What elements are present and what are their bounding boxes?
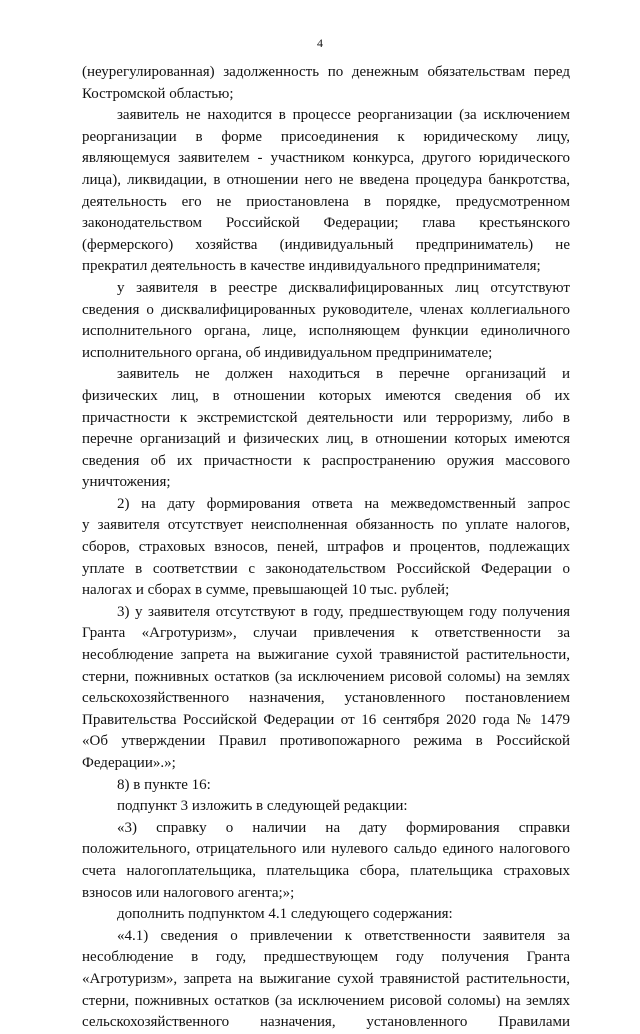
text-line: у заявителя в реестре дисквалифицированных лиц отсутствуют (117, 279, 570, 296)
text-line: перечне организаций и физических лиц, в отношении которых имеются (82, 431, 570, 448)
text-line: у заявителя отсутствует неисполненная обязанность по уплате налогов, (82, 517, 570, 534)
text-line: «3) справку о наличии на дату формирования справки (117, 819, 570, 836)
text-line: исполнительного органа, об индивидуальном предпринимателе; (82, 344, 493, 361)
text-line: «Об утверждении Правил противопожарного режима в Российской (82, 733, 570, 750)
text-line: стерни, пожнивных остатков (за исключением рисовой соломы) на землях (82, 668, 570, 685)
text-line: Федерации».»; (82, 755, 176, 771)
text-line: Правительства Российской Федерации от 16 сентября 2020 года № 1479 (82, 711, 570, 728)
text-line: «Агротуризм», запрета на выжигание сухой травянистой растительности, (82, 970, 570, 987)
text-line: 2) на дату формирования ответа на межведомственный запрос (117, 495, 570, 512)
text-line: причастности к экстремистской деятельности или терроризму, либо в (82, 409, 570, 426)
text-line: несоблюдение запрета на выжигание сухой травянистой растительности, (82, 647, 570, 664)
page-number: 4 (317, 36, 323, 50)
text-line: заявитель не должен находиться в перечне организаций и (117, 366, 570, 383)
text-line: «4.1) сведения о привлечении к ответственности заявителя за (117, 927, 570, 944)
text-line: сведения об их причастности к распространению оружия массового (82, 452, 570, 469)
text-line: деятельность его не приостановлена в порядке, предусмотренном (82, 193, 570, 210)
text-line: сельскохозяйственного назначения, установленного постановлением (82, 690, 570, 707)
text-line: сельскохозяйственного назначения, установленного Правилами (82, 1014, 570, 1031)
text-line: законодательством Российской Федерации; глава крестьянского (82, 215, 570, 232)
text-line: лица), ликвидации, в отношении него не введена процедура банкротства, (82, 171, 570, 188)
text-line: заявитель не находится в процессе реорганизации (за исключением (117, 107, 570, 124)
text-line: взносов или налогового агента;»; (82, 884, 295, 901)
text-line: являющемуся заявителем - участником конкурса, другого юридического (82, 150, 570, 167)
document-body (82, 62, 570, 1034)
text-line: положительного, отрицательного или нулевого сальдо единого налогового (82, 841, 570, 858)
text-line: стерни, пожнивных остатков (за исключением рисовой соломы) на землях (82, 992, 570, 1009)
text-line: дополнить подпунктом 4.1 следующего содержания: (117, 906, 453, 923)
text-line: исполнительного органа, лице, исполняющем функции единоличного (82, 323, 570, 340)
text-line: Костромской областью; (82, 85, 234, 102)
text-line: счета налогоплательщика, плательщика сбора, плательщика страховых (82, 862, 570, 879)
text-line: налогах и сборах в сумме, превышающей 10 тыс. рублей; (82, 582, 450, 599)
text-line: подпункт 3 изложить в следующей редакции: (117, 798, 408, 815)
text-line: 8) в пункте 16: (117, 776, 211, 793)
text-line: (фермерского) хозяйства (индивидуальный предприниматель) не (82, 236, 570, 253)
text-line: сведения о дисквалифицированных руководителе, членах коллегиального (82, 301, 570, 318)
text-line: сборов, страховых взносов, пеней, штрафов и процентов, подлежащих (82, 539, 570, 556)
text-line: прекратил деятельность в качестве индивидуального предпринимателя; (82, 258, 541, 275)
text-line: (неурегулированная) задолженность по денежным обязательствам перед (82, 64, 570, 80)
text-line: физических лиц, в отношении которых имеются сведения об их (82, 387, 570, 404)
text-line: реорганизации в форме присоединения к юридическому лицу, (82, 128, 570, 145)
text-line: Гранта «Агротуризм», случаи привлечения к ответственности за (82, 625, 570, 642)
text-line: несоблюдение в году, предшествующем году получения Гранта (82, 949, 570, 966)
text-line: уплате в соответствии с законодательством Российской Федерации о (82, 560, 570, 577)
text-line: уничтожения; (82, 474, 171, 491)
text-line: 3) у заявителя отсутствуют в году, предшествующем году получения (117, 603, 570, 620)
